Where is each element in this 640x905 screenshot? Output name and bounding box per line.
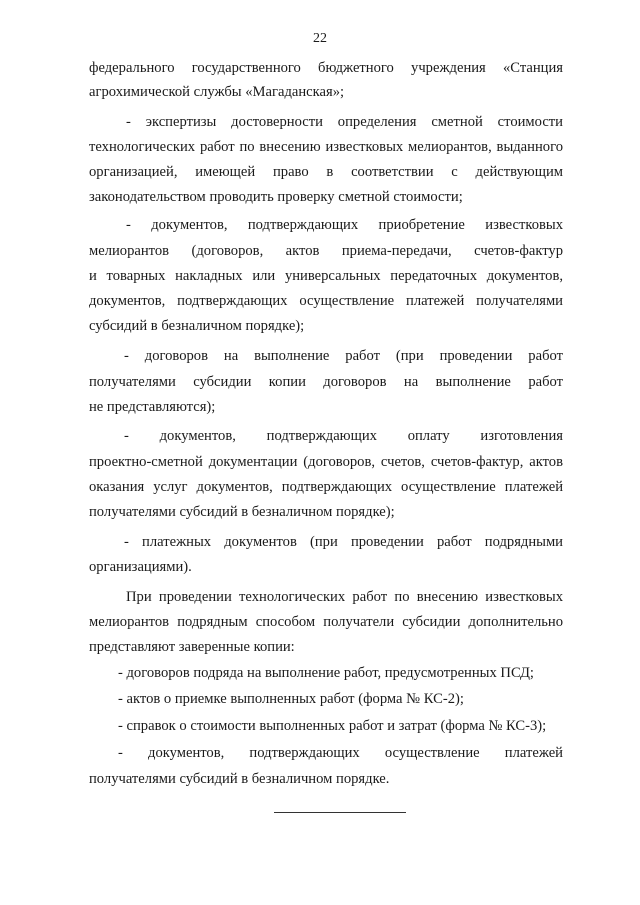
text-line: проектно-сметной документации (договоров, счетов, счетов-фактур, актов xyxy=(89,454,563,470)
text-line: не представляются); xyxy=(89,399,216,415)
text-line: - платежных документов (при проведении работ подрядными xyxy=(124,534,563,550)
text-line: и товарных накладных или универсальных передаточных документов, xyxy=(89,268,563,284)
separator-line xyxy=(274,812,406,813)
text-line: - договоров на выполнение работ (при проведении работ xyxy=(124,348,563,364)
text-line: получателями субсидий в безналичном порядке. xyxy=(89,771,390,787)
text-line: агрохимической службы «Магаданская»; xyxy=(89,84,345,100)
text-line: представляют заверенные копии: xyxy=(89,639,295,655)
text-line: - документов, подтверждающих осуществление платежей xyxy=(118,745,563,761)
text-line: технологических работ по внесению известковых мелиорантов, выданного xyxy=(89,139,563,155)
text-line: мелиорантов подрядным способом получатели субсидии дополнительно xyxy=(89,614,563,630)
text-line: организациями). xyxy=(89,559,192,575)
text-line: - документов, подтверждающих приобретение известковых xyxy=(126,217,563,233)
text-line: федерального государственного бюджетного учреждения «Станция xyxy=(89,60,563,76)
text-line: оказания услуг документов, подтверждающих осуществление платежей xyxy=(89,479,563,495)
text-line: - договоров подряда на выполнение работ, предусмотренных ПСД; xyxy=(118,665,534,681)
text-line: - документов, подтверждающих оплату изготовления xyxy=(124,428,563,444)
text-line: - актов о приемке выполненных работ (форма № КС-2); xyxy=(118,691,464,707)
text-line: получателями субсидии копии договоров на выполнение работ xyxy=(89,374,563,390)
text-line: организацией, имеющей право в соответствии с действующим xyxy=(89,164,563,180)
text-line: - экспертизы достоверности определения сметной стоимости xyxy=(126,114,563,130)
page-number: 22 xyxy=(313,31,327,46)
text-line: При проведении технологических работ по внесению известковых xyxy=(126,589,563,605)
text-line: субсидий в безналичном порядке); xyxy=(89,318,305,334)
text-line: документов, подтверждающих осуществление платежей получателями xyxy=(89,293,563,309)
text-line: законодательством проводить проверку сметной стоимости; xyxy=(89,189,463,205)
text-line: мелиорантов (договоров, актов приема-передачи, счетов-фактур xyxy=(89,243,563,259)
text-line: получателями субсидий в безналичном порядке); xyxy=(89,504,395,520)
text-line: - справок о стоимости выполненных работ и затрат (форма № КС-3); xyxy=(118,718,547,734)
